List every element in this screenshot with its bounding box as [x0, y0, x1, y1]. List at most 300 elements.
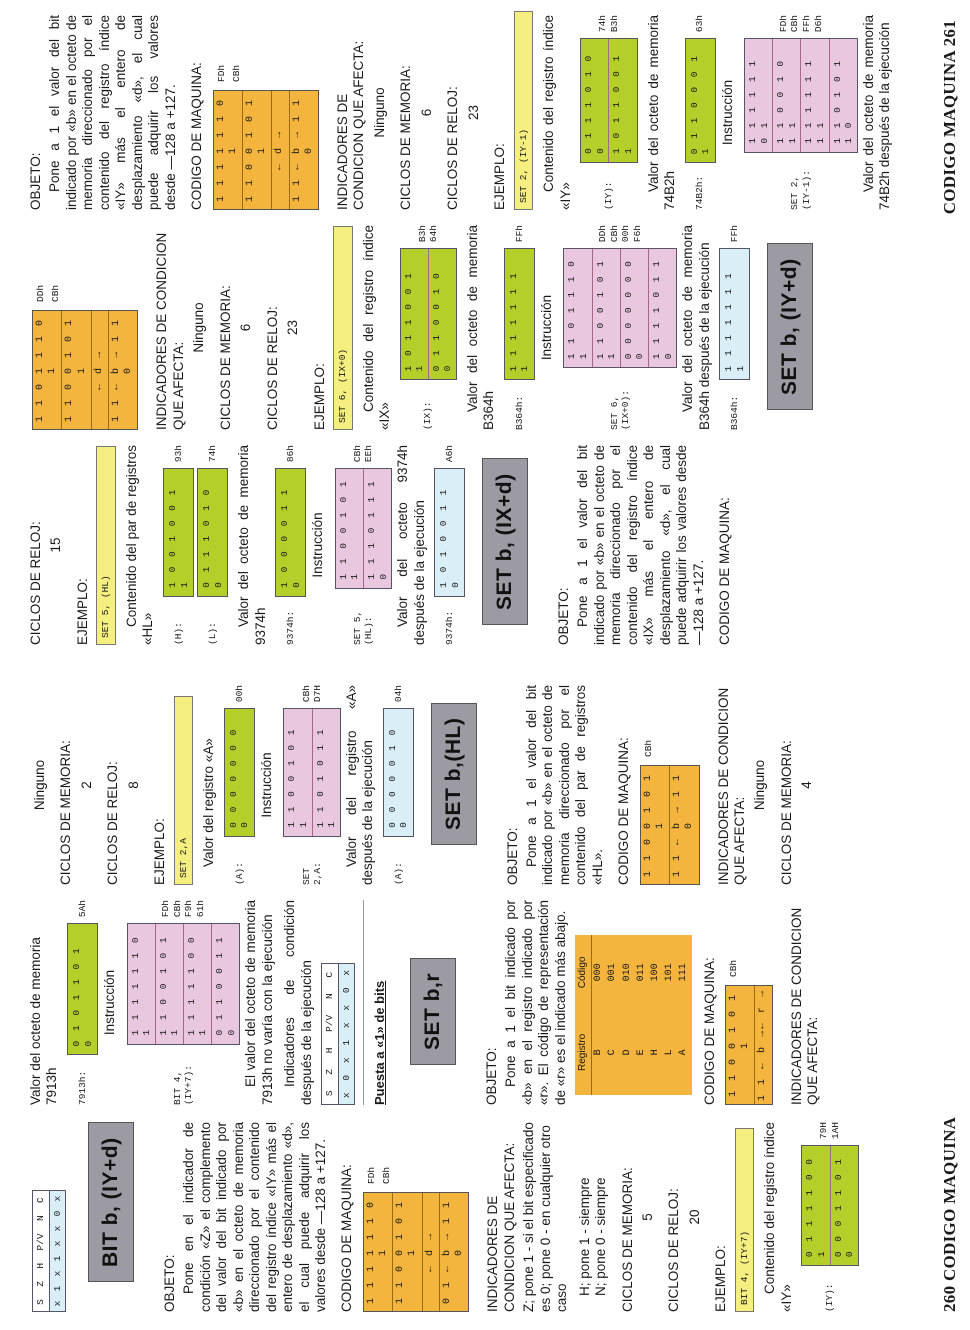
- register-a-after-box: 0 0 0 0 0 1 0 0: [383, 708, 414, 837]
- hex-value: 79H: [818, 1122, 830, 1140]
- flag-h: H: [35, 1262, 46, 1269]
- hex-value: F9h: [183, 900, 195, 918]
- register-label: (A):: [392, 862, 404, 885]
- memory-value-box: 0 1 0 1 1 0 1 0: [67, 923, 98, 1055]
- register-l-box: 0 1 1 1 0 1 0 0: [197, 468, 228, 597]
- table-cell: 010: [621, 963, 633, 982]
- contenido-ix-label: Contenido del registro índice «IX»: [360, 225, 393, 430]
- iy-hex: [597, 15, 620, 32]
- opcode-byte: 1 1 0 0 1 0 1 1: [641, 766, 670, 884]
- hex-value: A6h: [443, 445, 455, 463]
- valor-despues-label: Valor del octeto de memoria B364h después de la ejecución: [680, 225, 712, 430]
- ciclos-memoria-heading: CICLOS DE MEMORIA:: [398, 65, 414, 210]
- hex-value: D7H: [312, 685, 324, 703]
- ciclos-reloj-value: 23: [285, 319, 301, 336]
- opcode-byte: 1 1 0 0 1 0 1 1: [393, 1193, 422, 1311]
- opcode-hex: [721, 960, 741, 977]
- register-a-row: [224, 685, 255, 885]
- hex-value: FDh: [215, 64, 227, 82]
- instruction-byte: 1 1 0 1 0 1 1 1: [314, 727, 338, 828]
- hex-value: FFh: [513, 225, 525, 243]
- opcode-box: [32, 310, 138, 430]
- flags-box-bit-iy: [32, 1190, 66, 1312]
- mnemonic-set-iy: SET b, (IY+d): [767, 243, 813, 410]
- table-header: [575, 935, 592, 1095]
- ciclos-reloj-heading: CICLOS DE RELOJ:: [264, 306, 280, 430]
- flag-s: S: [324, 1090, 336, 1097]
- flags-after-label: Indicadores de condición después de la ejecución: [282, 900, 314, 1105]
- ciclos-memoria-heading: CICLOS DE MEMORIA:: [58, 740, 74, 885]
- flag-value: x: [340, 969, 352, 976]
- instruction-label: SET 5, (HL):: [351, 610, 375, 645]
- opcode-byte: 1 1 0 1 1 1 0 1: [33, 311, 62, 429]
- opcode-byte: 1 1 ← b → 1 1 0: [291, 98, 315, 203]
- flags-header-row: [33, 1191, 50, 1311]
- instruction-hex: [160, 900, 206, 917]
- mnemonic-set-r: SET b,r: [410, 958, 456, 1065]
- valor-despues-label: Valor del octeto 9374h después de la ejecución: [395, 445, 427, 645]
- ciclos-memoria-value: 2: [78, 781, 94, 789]
- instruction-box: [127, 923, 241, 1044]
- hex-value: 64h: [428, 225, 440, 243]
- opcode-box: [640, 765, 700, 885]
- flag-pv: P/V: [324, 1014, 336, 1032]
- hex-value: 93h: [172, 445, 184, 463]
- opcode-hex: [209, 65, 244, 82]
- instruccion-label: Instrucción: [259, 752, 275, 818]
- opcode-box: [725, 985, 773, 1105]
- table-cell: L: [664, 1049, 676, 1056]
- instruccion-label: Instrucción: [719, 79, 735, 146]
- ninguno-text: Ninguno: [371, 87, 387, 138]
- h-register-row: [163, 445, 194, 645]
- flag-c: C: [324, 971, 336, 978]
- table-cell: 101: [664, 963, 676, 982]
- memory-after-row: [719, 225, 750, 430]
- hex-value: D6h: [812, 15, 824, 33]
- mnemonic-set-hl: SET b,(HL): [431, 703, 477, 845]
- memory-value-box: 0 1 1 0 0 0 1 1: [685, 38, 716, 163]
- instruction-byte: 1 1 1 1 0 1 1 0: [650, 259, 674, 360]
- opcode-row: [359, 1122, 475, 1312]
- instruction-byte: 1 1 0 0 1 0 1 1: [156, 924, 184, 1043]
- flag-value: 1: [51, 1255, 63, 1262]
- register-byte: 1 0 1 1 0 0 1 1: [611, 53, 634, 154]
- table-row: [621, 935, 635, 1095]
- table-cell: 111: [678, 963, 690, 982]
- codigo-heading: CODIGO DE MAQUINA:: [616, 737, 632, 885]
- register-byte: 1 0 1 1 0 0 1 1: [401, 249, 429, 379]
- ejemplo-box: SET 2,A: [174, 696, 194, 885]
- table-header-cell: Código: [575, 935, 592, 1010]
- l-register-row: [197, 445, 228, 645]
- codigo-heading: CODIGO DE MAQUINA:: [717, 497, 733, 645]
- instruction-byte: 0 0 0 0 0 0 0 0: [621, 249, 649, 367]
- objeto-heading: OBJETO:: [483, 1047, 499, 1105]
- memory-value-box: 1 1 1 1 1 1 1 1: [504, 248, 535, 380]
- opcode-byte: ← d →: [423, 1193, 440, 1311]
- instruction-byte: 1 1 0 1 0 1 1 0: [831, 58, 855, 144]
- hex-value: 04h: [392, 685, 404, 703]
- objeto-heading: OBJETO:: [555, 587, 571, 645]
- flags-box-after: [321, 963, 355, 1105]
- ciclos-reloj-value: 23: [465, 104, 481, 121]
- ix-hex: [417, 225, 440, 242]
- flag-value: x: [51, 1195, 63, 1202]
- p261-column-3: [28, 15, 930, 210]
- flag-n: N: [35, 1215, 46, 1222]
- hex-value: CBh: [380, 1166, 392, 1184]
- hex-value: DDh: [35, 284, 46, 302]
- objeto-text: Pone a 1 el valor del bit indicado por «b» en el octeto de memoria direccionado por el contenido del par de registros «HL».: [523, 685, 605, 885]
- register-byte: 0 0 0 1 1 0 1 0: [832, 1157, 856, 1258]
- flags-values-row: [339, 964, 355, 1104]
- instruction-row: [283, 685, 340, 885]
- flag-z: Z: [35, 1281, 46, 1287]
- contenido-iy-label: Contenido del registro índice «IY»: [762, 1122, 794, 1312]
- table-cell: 100: [649, 963, 661, 982]
- register-byte: 0 1 1 1 1 0 0 1: [802, 1146, 830, 1265]
- ejemplo-box: SET 5, (HL): [96, 446, 116, 645]
- valor-registro-label: Valor del registro «A»: [201, 738, 217, 867]
- opcode-byte: 1 1 1 1 1 1 0 1: [214, 91, 243, 209]
- instruccion-label: Instrucción: [310, 512, 326, 578]
- instruction-row: [563, 225, 677, 430]
- flag-value: 1: [340, 1039, 352, 1046]
- register-byte: 0 1 1 1 0 1 0 0: [581, 39, 609, 162]
- flag-value: x: [340, 1092, 352, 1099]
- indicador-h: H; pone 1 - siempre: [576, 1177, 592, 1296]
- table-cell: H: [649, 1049, 661, 1056]
- mnemonic-bit-iy: BIT b, (IY+d): [88, 1122, 134, 1282]
- flag-value: x: [51, 1300, 63, 1307]
- table-row: [663, 935, 677, 1095]
- instruction-row: [744, 15, 858, 210]
- table-cell: E: [635, 1049, 647, 1056]
- ninguno-text: Ninguno: [191, 302, 207, 353]
- opcode-row: [28, 225, 144, 430]
- memory-after-row: [434, 445, 465, 645]
- ejemplo-box: BIT 4, (IY+7): [735, 1128, 755, 1312]
- hex-value: FDh: [777, 15, 789, 33]
- hex-value: CBh: [728, 959, 739, 977]
- instruction-hex: [352, 445, 375, 462]
- flag-value: x: [340, 1004, 352, 1011]
- flag-s: S: [35, 1299, 46, 1305]
- p260-column-1: [28, 1122, 930, 1312]
- ciclos-reloj-heading: CICLOS DE RELOJ:: [666, 1188, 682, 1312]
- ejemplo-heading: EJEMPLO:: [492, 143, 508, 210]
- table-header-cell: Registro: [575, 1010, 592, 1095]
- ix-register-row: [400, 225, 457, 430]
- flag-value: 0: [51, 1210, 63, 1217]
- register-byte: 0 1 1 0 0 1 0 0: [430, 271, 454, 372]
- indicador-z: Z; pone 1 - si el bit especificado es 0; pone 0 - en cualquier otro caso: [521, 1122, 570, 1312]
- valor-octeto-label: Valor del octeto de memoria B364h: [464, 225, 497, 430]
- objeto-heading: OBJETO:: [504, 827, 520, 885]
- memory-label: 7913h:: [76, 1070, 88, 1105]
- opcode-hex: [359, 1167, 394, 1184]
- ninguno-text: Ninguno: [32, 759, 47, 811]
- ejemplo-heading: EJEMPLO:: [311, 363, 327, 430]
- instruccion-label: Instrucción: [102, 969, 118, 1036]
- hex-value: B3h: [608, 15, 620, 33]
- hex-value: CBh: [50, 284, 61, 302]
- objeto-text: Pone a 1 el bit indicado por «b» en el registro indicado por «r». El código de representación de «r» es el indicado más abajo.: [503, 900, 568, 1105]
- memory-value-box: 1 0 0 0 0 1 1 0: [275, 468, 306, 597]
- opcode-byte: 1 1 0 0 1 0 1 1: [62, 311, 91, 429]
- hex-value: CBh: [300, 685, 312, 703]
- indicadores-heading: INDICADORES DE CONDICION QUE AFECTA:: [715, 687, 747, 885]
- instruction-label: BIT 4, (IY+7):: [171, 1065, 195, 1105]
- instruction-row: [335, 445, 392, 645]
- instruction-byte: 1 1 1 1 1 1 0 1: [745, 39, 773, 152]
- memory-label: 9374h:: [443, 610, 455, 645]
- hex-value: CBh: [230, 64, 242, 82]
- memory-row: [685, 15, 716, 210]
- instruction-byte: 1 1 0 0 1 0 1 1: [336, 469, 364, 587]
- memory-row: [504, 225, 535, 430]
- valor-despues-label: Valor del octeto de memoria 74B2h después de la ejecución: [860, 15, 893, 210]
- objeto-text: Pone a 1 el valor del bit indicado por «b» en el octeto de memoria direccionado por el contenido del registro índice «IX» más el entero de desplazamiento «d», el cual puede adquirir los valores desde —128 a +127.: [575, 445, 706, 645]
- flag-value: x: [51, 1240, 63, 1247]
- hex-value: CBh: [351, 445, 363, 463]
- ciclos-memoria-value: 4: [799, 781, 815, 789]
- hex-value: 86h: [284, 445, 296, 463]
- instruction-byte: 1 1 1 0 1 1 1 0: [365, 479, 389, 580]
- table-cell: 001: [607, 963, 619, 982]
- hex-value: 74h: [206, 445, 218, 463]
- flag-value: x: [340, 1057, 352, 1064]
- instruction-row: [127, 900, 241, 1105]
- codigo-heading: CODIGO DE MAQUINA:: [701, 957, 717, 1105]
- hex-value: 61h: [194, 900, 206, 918]
- instruction-box: [283, 708, 340, 837]
- memory-row: [275, 445, 306, 645]
- table-row: [649, 935, 663, 1095]
- flags-values-row: [50, 1191, 66, 1311]
- iy-register-box: [580, 38, 637, 163]
- instruction-label: SET 6, (IX+0):: [608, 390, 632, 430]
- flag-value: 0: [340, 987, 352, 994]
- register-label: (IX):: [422, 401, 434, 430]
- ejemplo-heading: EJEMPLO:: [152, 818, 168, 885]
- indicadores-heading: INDICADORES DE CONDICION QUE AFECTA:: [788, 907, 821, 1105]
- contenido-iy-label: Contenido del registro índice «IY»: [541, 15, 573, 210]
- ciclos-memoria-value: 6: [418, 108, 434, 117]
- hex-value: 5Ah: [76, 900, 88, 918]
- memory-row: [67, 900, 98, 1105]
- indicadores-heading: INDICADORES DE CONDICION QUE AFECTA:: [154, 232, 186, 430]
- register-label: (L):: [206, 622, 218, 645]
- instruction-byte: 1 1 1 1 1 1 1 1: [801, 39, 829, 152]
- hex-value: DDh: [597, 225, 609, 243]
- ejemplo-heading: EJEMPLO:: [713, 1245, 729, 1312]
- instruction-hex: [778, 15, 824, 32]
- register-label: (A):: [233, 862, 245, 885]
- indicadores-heading: INDICADORES DE CONDICION QUE AFECTA:: [335, 40, 367, 210]
- register-a-after-row: [383, 685, 414, 885]
- opcode-byte: ← d →: [272, 91, 289, 209]
- hex-value: FFh: [800, 15, 812, 33]
- opcode-hex: [28, 285, 63, 302]
- flag-n: N: [324, 993, 336, 1000]
- opcode-box: [363, 1192, 469, 1312]
- p260-column-2: [28, 900, 930, 1105]
- table-row: [677, 935, 691, 1095]
- table-cell: D: [621, 1049, 633, 1056]
- flag-pv: P/V: [35, 1233, 46, 1251]
- instruction-byte: 0 1 1 0 0 1 1 0: [214, 935, 237, 1036]
- opcode-row: [721, 900, 779, 1105]
- instruction-byte: 1 1 0 0 1 0 1 1: [593, 249, 621, 367]
- instruction-byte: 1 1 1 1 1 1 0 1: [128, 924, 156, 1043]
- instruction-label: SET 2,A:: [300, 862, 324, 885]
- opcode-hex: [636, 740, 656, 757]
- memory-label: B364h:: [728, 395, 740, 430]
- opcode-byte: 1 1 1 1 1 1 0 1: [364, 1193, 393, 1311]
- hex-value: CBh: [789, 15, 801, 33]
- hex-value: 00h: [233, 685, 245, 703]
- valor-octeto-label: Valor del octeto de memoria 9374h: [236, 445, 268, 645]
- hex-value: 63h: [694, 15, 706, 33]
- footer-page-261: CODIGO MAQUINA 261: [940, 20, 959, 215]
- hex-value: F6h: [631, 225, 643, 243]
- hex-value: FDh: [160, 900, 172, 918]
- codigo-heading: CODIGO DE MAQUINA:: [189, 62, 205, 210]
- memory-label: 74B2h:: [694, 175, 706, 210]
- instruction-box: [335, 468, 392, 588]
- flags-header-row: [322, 964, 339, 1104]
- valor-despues-label: Valor del registro «A» después de la ejecución: [343, 685, 376, 885]
- table-row: [635, 935, 649, 1095]
- ciclos-reloj-value: 8: [125, 781, 141, 789]
- table-row: [606, 935, 620, 1095]
- instruction-box: [744, 38, 858, 153]
- table-cell: B: [593, 1049, 605, 1056]
- instruction-hex: [597, 225, 643, 242]
- opcode-row: [209, 15, 325, 210]
- instruction-byte: 1 1 0 0 1 0 1 1: [773, 39, 801, 152]
- ix-register-box: [400, 248, 457, 380]
- opcode-byte: 0 1 ← b → 1 1 0: [441, 1200, 466, 1305]
- ciclos-reloj-value: 20: [686, 1209, 702, 1225]
- hex-value: CBh: [608, 225, 620, 243]
- instruccion-label: Instrucción: [538, 294, 554, 361]
- section-title: Puesta a «1» de bits: [372, 980, 388, 1105]
- register-h-box: 1 0 0 1 0 0 1 1: [163, 468, 194, 597]
- iy-register-row: [580, 15, 637, 210]
- opcode-box: [213, 90, 319, 210]
- flag-value: x: [340, 1022, 352, 1029]
- iy-register-box: [801, 1145, 858, 1266]
- flag-z: Z: [324, 1069, 336, 1075]
- instruction-byte: 1 1 0 0 1 0 1 1: [284, 709, 312, 836]
- hex-value: FDh: [365, 1166, 377, 1184]
- ciclos-reloj-heading: CICLOS DE RELOJ:: [105, 761, 121, 885]
- ejemplo-box: SET 6, (IX+0): [333, 226, 353, 430]
- ejemplo-box: SET 2, (IY-1): [514, 11, 534, 210]
- table-cell: C: [607, 1049, 619, 1056]
- table-cell: 000: [593, 963, 605, 982]
- flag-h: H: [324, 1047, 336, 1054]
- indicadores-heading: INDICADORES DE CONDICION QUE AFECTA:: [485, 1142, 517, 1312]
- objeto-text: Pone en el indicador de condición «Z» el complemento del valor del bit indicado por «b» en el octeto de memoria direccionado por el contenido del registro índice «IY» más el entero de desplazamiento «d», el cual puede adquirir los valores desde —128 a +127.: [181, 1122, 328, 1312]
- note-text: El valor del octeto de memoria 7913h no varía con la ejecución: [243, 900, 275, 1105]
- flag-c: C: [35, 1197, 46, 1203]
- table-row: [592, 935, 607, 1095]
- opcode-byte: 1 1 ← b → 1 1 0: [672, 773, 696, 878]
- iy-hex: [818, 1122, 841, 1139]
- table-cell: A: [678, 1049, 690, 1056]
- hex-value: 74h: [597, 15, 609, 33]
- hex-value: CBh: [171, 900, 183, 918]
- ciclos-memoria-value: 6: [238, 323, 254, 332]
- indicador-n: N; pone 0 - siempre: [593, 1177, 609, 1296]
- p261-column-1: [28, 445, 930, 645]
- opcode-byte: 1 1 ← b →← r →: [757, 989, 769, 1102]
- p261-column-2: [28, 225, 930, 430]
- ciclos-reloj-heading: CICLOS DE RELOJ:: [28, 521, 43, 645]
- opcode-byte: ← d →: [92, 311, 109, 429]
- register-code-table: [575, 935, 692, 1095]
- hex-value: EEh: [363, 445, 375, 463]
- table-cell: 011: [635, 963, 647, 982]
- ciclos-memoria-heading: CICLOS DE MEMORIA:: [619, 1167, 635, 1312]
- mnemonic-set-ix: SET b, (IX+d): [482, 458, 528, 625]
- contenido-hl-label: Contenido del par de registros «HL»: [123, 445, 156, 645]
- hex-value: FFh: [728, 225, 740, 243]
- codigo-heading: CODIGO DE MAQUINA:: [339, 1164, 355, 1312]
- ninguno-text: Ninguno: [752, 759, 768, 811]
- ciclos-memoria-heading: CICLOS DE MEMORIA:: [778, 740, 794, 885]
- ciclos-memoria-value: 5: [639, 1213, 655, 1221]
- memory-label: 9374h:: [284, 610, 296, 645]
- hex-value: 00h: [620, 225, 632, 243]
- hex-value: 1AH: [830, 1122, 842, 1140]
- register-label: (H):: [172, 622, 184, 645]
- memory-after-box: 1 1 1 1 1 1 1 1: [719, 248, 750, 380]
- flag-value: 0: [340, 1074, 352, 1081]
- section-divider: [363, 900, 364, 1105]
- register-label: (IY):: [603, 181, 615, 210]
- iy-register-row: [801, 1122, 858, 1312]
- memory-label: B364h:: [513, 395, 525, 430]
- register-label: (IY):: [824, 1283, 836, 1312]
- valor-octeto-label: Valor del octeto de memoria 74B2h: [645, 15, 678, 210]
- ciclos-reloj-value: 15: [48, 537, 64, 553]
- instruction-box: [563, 248, 677, 368]
- opcode-byte: 1 1 ← b → 1 1 0: [110, 318, 135, 423]
- opcode-byte: 1 1 0 0 1 0 1 1: [726, 986, 755, 1104]
- page-260: [0, 665, 970, 1330]
- instruction-byte: 1 1 0 1 1 1 0 1: [564, 249, 592, 367]
- valor-octeto-label: Valor del octeto de memoria 7913h: [28, 937, 60, 1105]
- flag-value: x: [51, 1270, 63, 1277]
- ejemplo-heading: EJEMPLO:: [74, 578, 90, 645]
- flag-value: x: [51, 1225, 63, 1232]
- footer-page-260: 260 CODIGO MAQUINA: [940, 1116, 959, 1312]
- instruction-label: SET 2, (IY-1):: [789, 170, 812, 210]
- hex-value: B3h: [416, 225, 428, 243]
- opcode-byte: 1 1 0 0 1 0 1 1: [243, 91, 272, 209]
- register-a-box: 0 0 0 0 0 0 0 0: [224, 708, 255, 837]
- ciclos-reloj-heading: CICLOS DE RELOJ:: [445, 86, 461, 210]
- instruction-hex: [301, 685, 324, 702]
- hex-value: CBh: [642, 739, 654, 757]
- objeto-text: Pone a 1 el valor del bit indicado por «b» en el octeto de memoria direccionado por el contenido del registro índice «IY» más el entero de desplazamiento «d», el cual puede adquirir los valores desde —128 a +127.: [47, 15, 178, 210]
- memory-after-box: 1 0 1 0 0 1 1 0: [434, 468, 465, 597]
